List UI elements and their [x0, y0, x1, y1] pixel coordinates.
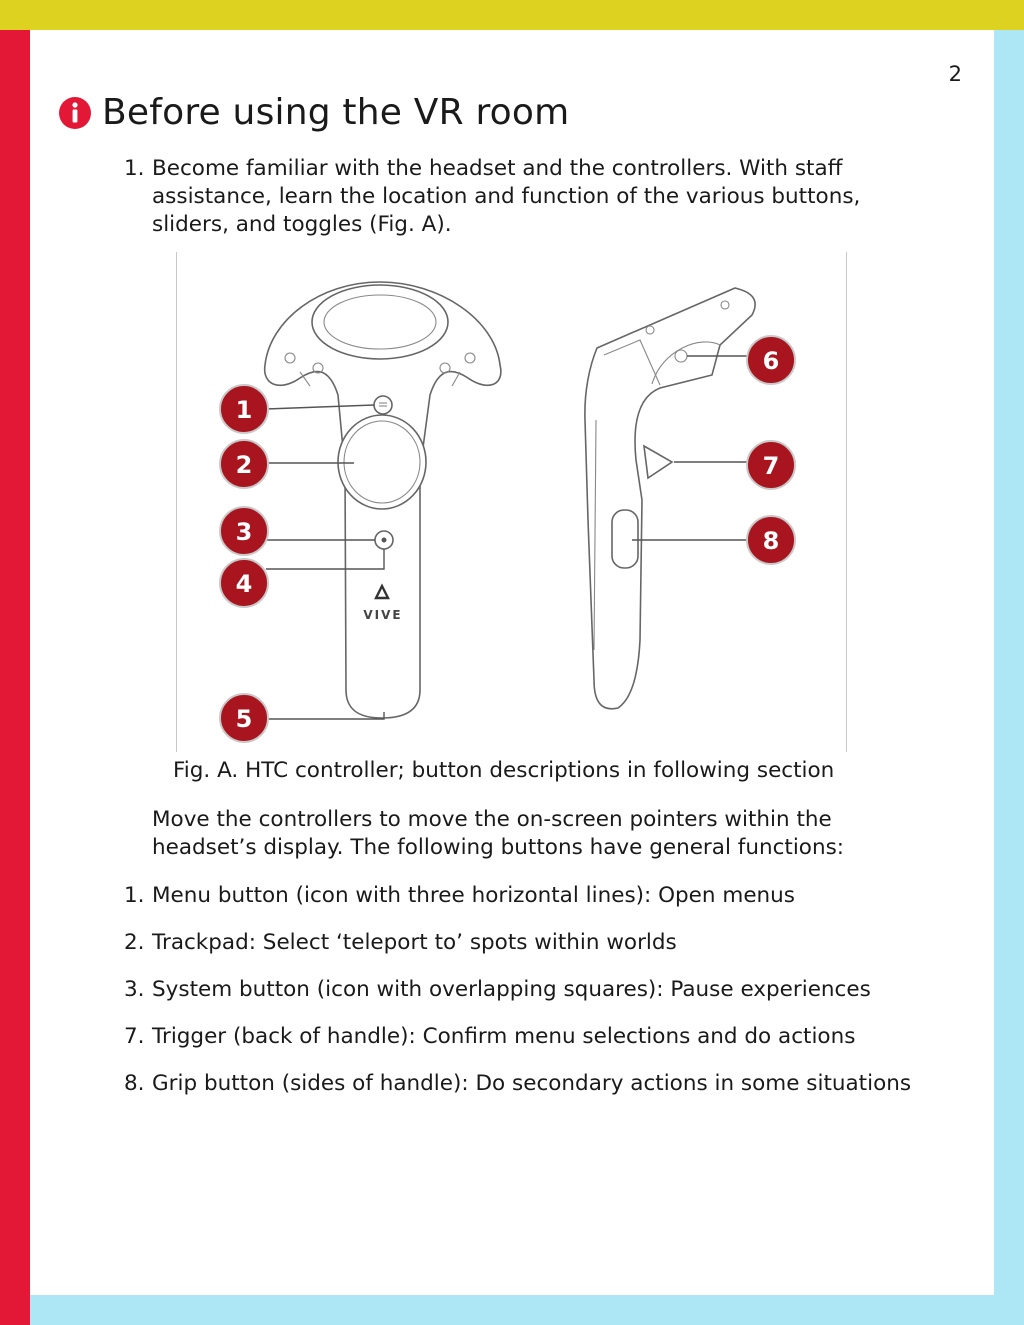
page-title: Before using the VR room	[102, 92, 570, 133]
list-item	[124, 1070, 911, 1117]
button-functions-list	[124, 882, 911, 1117]
list-item-text: Trigger (back of handle): Confirm menu selections and do actions	[152, 1024, 856, 1049]
svg-text:5: 5	[235, 705, 253, 733]
step-text: Become familiar with the headset and the controllers. With staff assistance, learn the location and function of the various buttons, sliders, and toggles (Fig. A).	[152, 156, 861, 237]
top-color-band	[0, 0, 1024, 30]
list-item-number: 8.	[124, 1071, 145, 1096]
svg-text:3: 3	[235, 518, 253, 546]
section-heading	[58, 92, 569, 133]
controller-front-illustration	[265, 282, 501, 718]
left-color-band	[0, 30, 30, 1325]
list-item-number: 2.	[124, 930, 145, 955]
callout-badge-6	[747, 336, 795, 384]
list-item-text: Trackpad: Select ‘teleport to’ spots within worlds	[152, 930, 677, 955]
controller-figure	[180, 255, 844, 750]
list-item	[124, 976, 911, 1023]
list-item-number: 7.	[124, 1024, 145, 1049]
step-item	[124, 155, 894, 239]
info-icon	[58, 96, 92, 130]
bottom-color-band	[30, 1295, 1024, 1325]
callout-badge-5	[220, 694, 268, 742]
list-item-text: System button (icon with overlapping squares): Pause experiences	[152, 977, 871, 1002]
list-item-text: Menu button (icon with three horizontal lines): Open menus	[152, 883, 795, 908]
callout-badge-7	[747, 441, 795, 489]
list-item	[124, 882, 911, 929]
callout-badge-8	[747, 516, 795, 564]
figure-right-rule	[846, 252, 847, 752]
list-item-number: 3.	[124, 977, 145, 1002]
controller-side-illustration	[585, 288, 755, 709]
svg-text:2: 2	[235, 451, 253, 479]
intro-paragraph: Move the controllers to move the on-screen pointers within the headset’s display. The following buttons have general functions:	[152, 807, 845, 860]
step-number: 1.	[124, 156, 145, 181]
page-number: 2	[948, 62, 962, 86]
callout-badge-1	[220, 385, 268, 433]
callout-badge-4	[220, 559, 268, 607]
figure-caption: Fig. A. HTC controller; button descriptions in following section	[173, 758, 835, 783]
svg-text:7: 7	[762, 452, 780, 480]
list-item	[124, 1023, 911, 1070]
callout-badge-2	[220, 440, 268, 488]
list-item-text: Grip button (sides of handle): Do secondary actions in some situations	[152, 1071, 912, 1096]
svg-text:8: 8	[762, 527, 780, 555]
list-item	[124, 929, 911, 976]
svg-text:1: 1	[235, 396, 253, 424]
list-item-number: 1.	[124, 883, 145, 908]
vive-brand-text: VIVE	[363, 608, 403, 622]
svg-text:6: 6	[762, 347, 780, 375]
right-color-band	[994, 30, 1024, 1325]
callout-badge-3	[220, 507, 268, 555]
figure-left-rule	[176, 252, 177, 752]
svg-text:4: 4	[235, 570, 253, 598]
